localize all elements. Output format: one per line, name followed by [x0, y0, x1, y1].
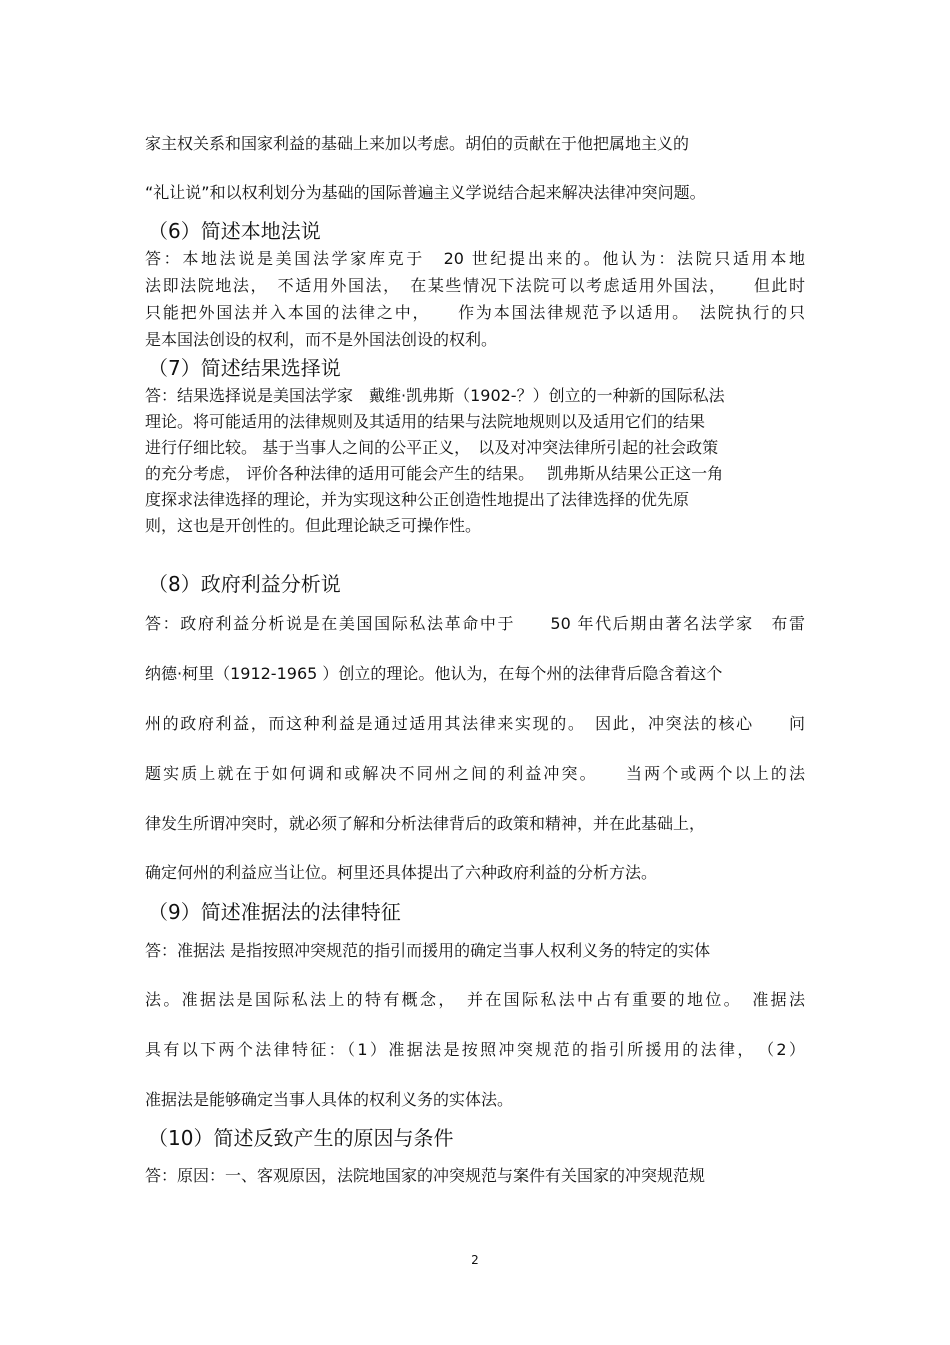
paragraph-line: 的充分考虑， 评价各种法律的适用可能会产生的结果。 凯弗斯从结果公正这一角	[145, 464, 724, 483]
paragraph-line: 度探求法律选择的理论，并为实现这种公正创造性地提出了法律选择的优先原	[145, 490, 690, 509]
section-heading-6: （6）简述本地法说	[148, 219, 321, 243]
paragraph-line: 是本国法创设的权利，而不是外国法创设的权利。	[145, 330, 498, 349]
paragraph-line: 确定何州的利益应当让位。柯里还具体提出了六种政府利益的分析方法。	[145, 863, 658, 882]
paragraph-line: 答：准据法 是指按照冲突规范的指引而援用的确定当事人权利义务的特定的实体	[145, 941, 711, 960]
paragraph-line: 律发生所谓冲突时，就必须了解和分析法律背后的政策和精神，并在此基础上，	[145, 814, 706, 833]
paragraph-line: 法即法院地法， 不适用外国法， 在某些情况下法院可以考虑适用外国法， 但此时	[145, 276, 805, 295]
section-heading-7: （7）简述结果选择说	[148, 356, 341, 380]
paragraph-line: 进行仔细比较。 基于当事人之间的公平正义， 以及对冲突法律所引起的社会政策	[145, 438, 719, 457]
paragraph-line: 答：政府利益分析说是在美国国际私法革命中于 50 年代后期由著名法学家 布雷	[145, 614, 805, 633]
paragraph-line: 具有以下两个法律特征：（1）准据法是按照冲突规范的指引所援用的法律， （2）	[145, 1040, 805, 1059]
paragraph-line: 答：结果选择说是美国法学家 戴维·凯弗斯（1902-？）创立的一种新的国际私法	[145, 386, 725, 405]
paragraph-line: 准据法是能够确定当事人具体的权利义务的实体法。	[145, 1090, 514, 1109]
paragraph-line: 则，这也是开创性的。但此理论缺乏可操作性。	[145, 516, 482, 535]
paragraph-line: 答：本地法说是美国法学家库克于 20 世纪提出来的。他认为：法院只适用本地	[145, 249, 805, 268]
paragraph-line: 家主权关系和国家利益的基础上来加以考虑。胡伯的贡献在于他把属地主义的	[145, 134, 690, 153]
section-heading-9: （9）简述准据法的法律特征	[148, 900, 401, 924]
paragraph-line: 理论。将可能适用的法律规则及其适用的结果与法院地规则以及适用它们的结果	[145, 412, 706, 431]
paragraph-line: 法。准据法是国际私法上的特有概念， 并在国际私法中占有重要的地位。 准据法	[145, 990, 805, 1009]
paragraph-line: 答：原因：一、客观原因，法院地国家的冲突规范与案件有关国家的冲突规范规	[145, 1166, 706, 1185]
paragraph-line: “礼让说”和以权利划分为基础的国际普遍主义学说结合起来解决法律冲突问题。	[145, 183, 706, 202]
section-heading-10: （10）简述反致产生的原因与条件	[148, 1126, 454, 1150]
paragraph-line: 纳德·柯里（1912-1965 ）创立的理论。他认为，在每个州的法律背后隐含着这个	[145, 664, 723, 683]
page-number: 2	[471, 1253, 479, 1267]
section-heading-8: （8）政府利益分析说	[148, 572, 341, 596]
paragraph-line: 州的政府利益，而这种利益是通过适用其法律来实现的。 因此，冲突法的核心 问	[145, 714, 805, 733]
paragraph-line: 只能把外国法并入本国的法律之中， 作为本国法律规范予以适用。 法院执行的只	[145, 303, 805, 322]
paragraph-line: 题实质上就在于如何调和或解决不同州之间的利益冲突。 当两个或两个以上的法	[145, 764, 805, 783]
